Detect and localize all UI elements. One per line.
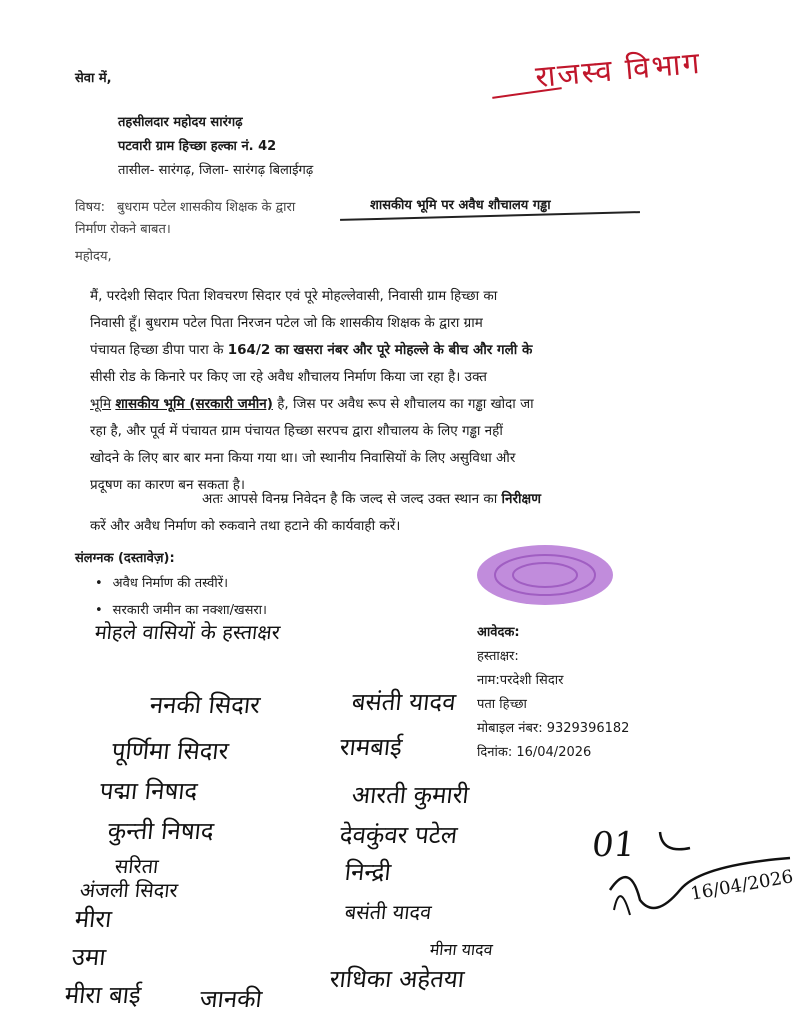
resident-signature: कुन्ती निषाद (106, 817, 216, 845)
resident-signature: रामबाई (338, 733, 404, 761)
body-line: निवासी हूँ। बुधराम पटेल पिता निरजन पटेल जो कि शासकीय शिक्षक के द्वारा ग्राम (90, 315, 483, 331)
subject-text-a: बुधराम पटेल शासकीय शिक्षक के द्वारा (117, 200, 296, 215)
body-line: करें और अवैध निर्माण को रुकवाने तथा हटाने की कार्यवाही करें। (90, 518, 401, 534)
greeting: महोदय, (75, 249, 112, 264)
resident-signature: निन्द्री (343, 858, 393, 886)
applicant-heading: आवेदक: (477, 625, 520, 640)
applicant-name: नाम:परदेशी सिदार (477, 673, 564, 688)
thumb-impression (470, 540, 620, 610)
subject-label: विषय: (75, 200, 106, 215)
resident-signature: पद्मा निषाद (98, 777, 199, 805)
subject-text-c: निर्माण रोकने बाबत। (75, 222, 171, 237)
body-line: भूमि शासकीय भूमि (सरकारी जमीन) है, जिस पर अवैध रूप से शौचालय का गड्ढा खोदा जा (90, 396, 534, 412)
applicant-address: पता हिच्छा (477, 697, 527, 712)
applicant-date: दिनांक: 16/04/2026 (477, 745, 592, 760)
recipient-line-1: तहसीलदार महोदय सारंगढ़ (118, 115, 243, 130)
body-line: मैं, परदेशी सिदार पिता शिवचरण सिदार एवं पूरे मोहल्लेवासी, निवासी ग्राम हिच्छा का (90, 288, 498, 304)
body-paragraph-2 (90, 486, 678, 540)
resident-signature: मीना यादव (428, 940, 494, 959)
body-line: पंचायत हिच्छा डीपा पारा के 164/2 का खसरा नंबर और पूरे मोहल्ले के बीच और गली के (90, 342, 533, 358)
resident-signature: देवकुंवर पटेल (338, 821, 459, 849)
resident-signature: सरिता (113, 854, 160, 878)
resident-signature: उमा (70, 943, 108, 971)
resident-signature: आरती कुमारी (350, 781, 471, 809)
resident-signature: बसंती यादव (343, 900, 433, 924)
list-item: • अवैध निर्माण की तस्वीरें। (95, 570, 267, 597)
list-item: • सरकारी जमीन का नक्शा/खसरा। (95, 597, 267, 624)
resident-signature: राधिका अहेतया (328, 965, 466, 993)
resident-signature: पूर्णिमा सिदार (110, 737, 231, 765)
recipient-line-3: तासील- सारंगढ़, जिला- सारंगढ़ बिलाईगढ़ (118, 163, 314, 178)
department-stamp: राजस्व विभाग (533, 45, 703, 96)
resident-signature: मीरा (73, 905, 114, 933)
body-line: सीसी रोड के किनारे पर किए जा रहे अवैध शौचालय निर्माण किया जा रहा है। उक्त (90, 369, 487, 385)
resident-signature: अंजली सिदार (78, 878, 180, 902)
body-line: रहा है, और पूर्व में पंचायत ग्राम पंचायत हिच्छा सरपच द्वारा शौचालय के लिए गड्ढा नहीं (90, 423, 503, 439)
resident-signature: ननकी सिदार (148, 691, 262, 719)
resident-signature: जानकी (198, 985, 264, 1013)
applicant-signature-label: हस्ताक्षर: (477, 649, 519, 664)
official-date: 16/04/2026 (688, 866, 795, 905)
attachments-heading: संलग्नक (दस्तावेज़): (75, 551, 175, 566)
attachments-list (95, 570, 267, 624)
salutation-to: सेवा में, (75, 71, 112, 86)
body-line: खोदने के लिए बार बार मना किया गया था। जो स्थानीय निवासियों के लिए असुविधा और (90, 450, 516, 466)
body-line: अतः आपसे विनम्र निवेदन है कि जल्द से जल्द उक्त स्थान का निरीक्षण (202, 491, 541, 507)
residents-signature-heading: मोहले वासियों के हस्ताक्षर (93, 620, 282, 644)
resident-signature: बसंती यादव (350, 688, 458, 716)
applicant-mobile: मोबाइल नंबर: 9329396182 (477, 721, 630, 736)
recipient-line-2: पटवारी ग्राम हिच्छा हल्का नं. 42 (118, 139, 277, 154)
resident-signature: मीरा बाई (63, 981, 143, 1009)
official-mark: 01 (589, 825, 638, 865)
subject-text-b: शासकीय भूमि पर अवैध शौचालय गड्ढा (370, 198, 551, 213)
body-paragraph-1 (90, 283, 678, 499)
body-line: प्रदूषण का कारण बन सकता है। (90, 477, 246, 493)
